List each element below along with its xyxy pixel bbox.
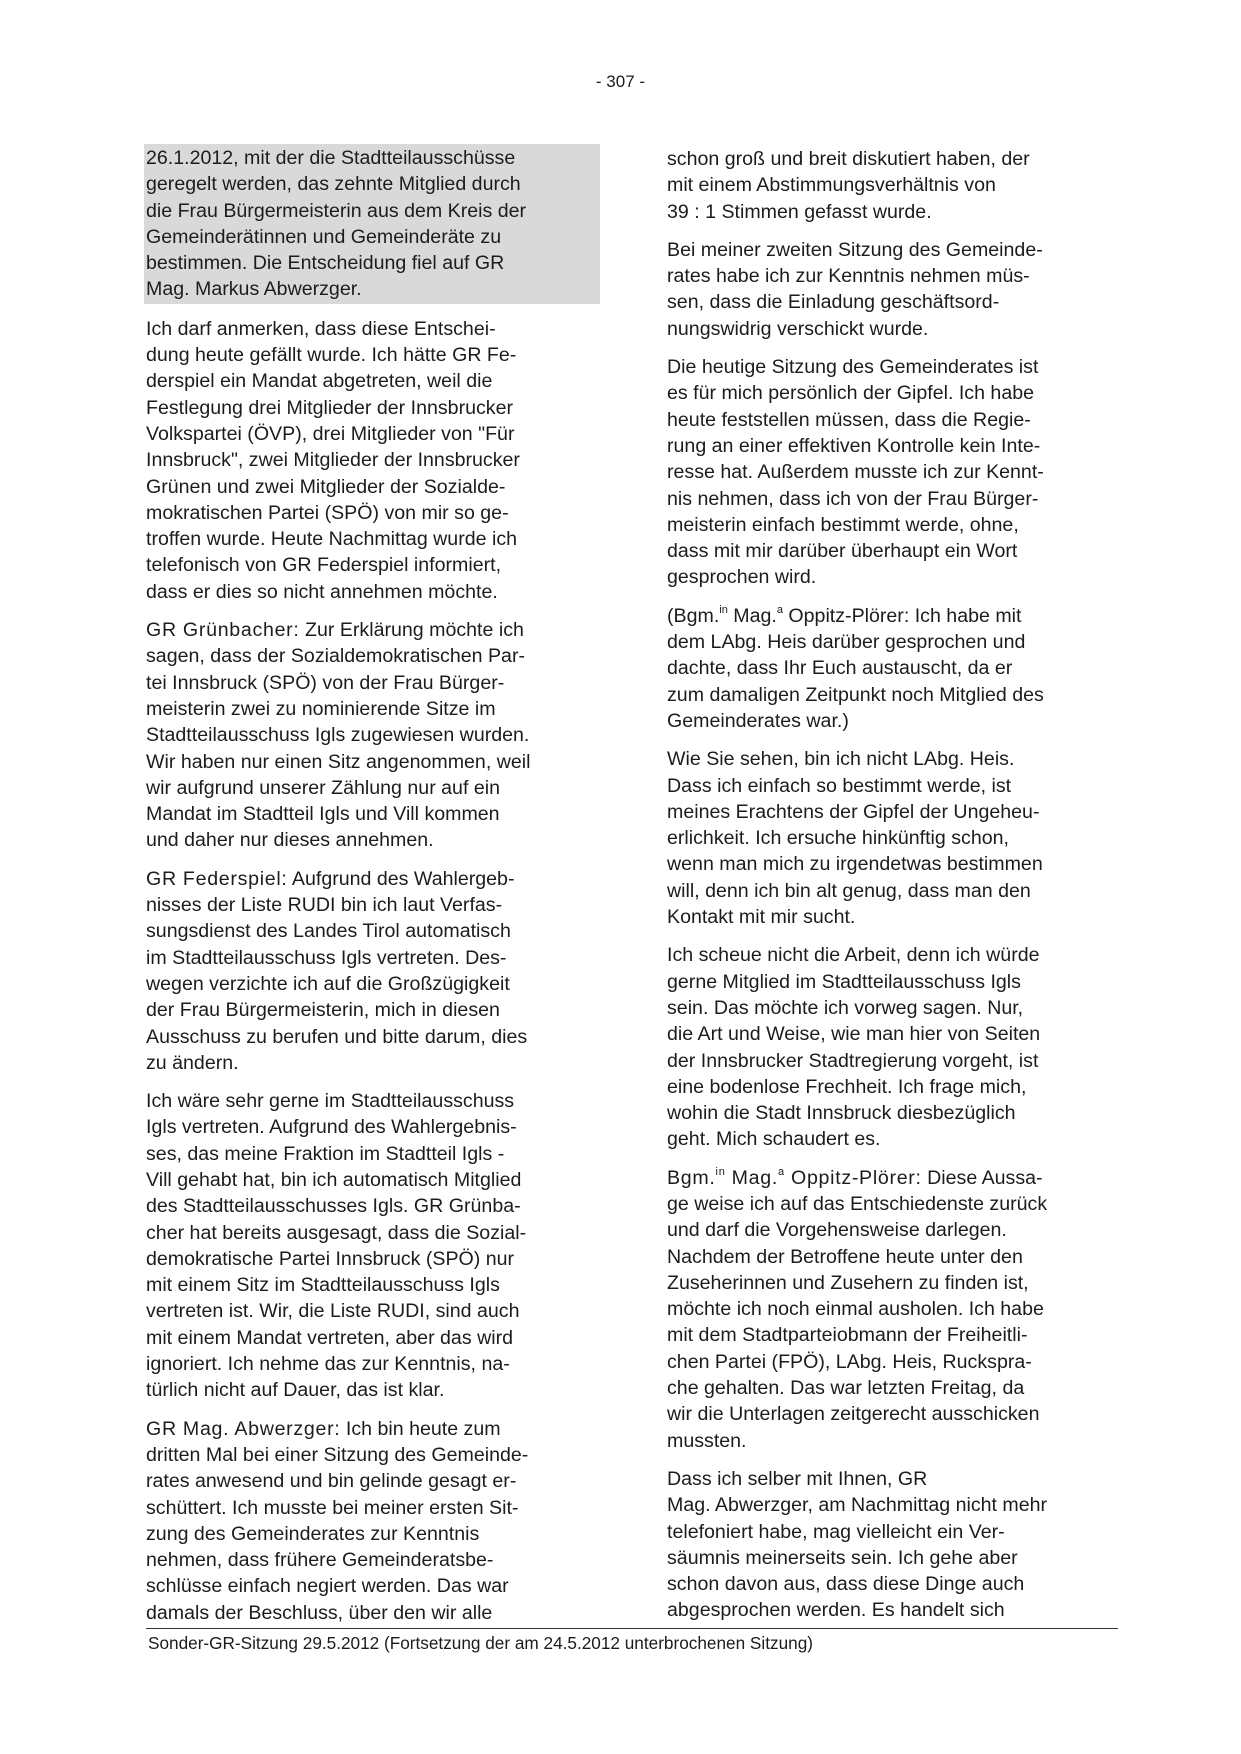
text-line: und daher nur dieses annehmen. xyxy=(146,829,434,852)
paragraph xyxy=(667,146,1129,225)
text-line: wegen verzichte ich auf die Großzügigkeit xyxy=(146,972,510,995)
text-line: telefoniert habe, mag vielleicht ein Ver- xyxy=(667,1520,1005,1543)
text-line: mokratischen Partei (SPÖ) von mir so ge- xyxy=(146,501,509,524)
speaker-name: GR Grünbacher: xyxy=(146,619,300,642)
text-line: Festlegung drei Mitglieder der Innsbrucker xyxy=(146,396,514,419)
paragraph xyxy=(667,237,1129,342)
text-line: Die heutige Sitzung des Gemeinderates ist xyxy=(667,356,1039,379)
text-line: die Art und Weise, wie man hier von Seiten xyxy=(667,1023,1041,1046)
text-line: Mag. Abwerzger, am Nachmittag nicht mehr xyxy=(667,1494,1048,1517)
text-line: Ich scheue nicht die Arbeit, denn ich würde xyxy=(667,944,1040,967)
text-line: dachte, dass Ihr Euch austauscht, da er xyxy=(667,657,1013,680)
text-line: GR Federspiel: Aufgrund des Wahlergeb- xyxy=(146,867,515,890)
text-line: zung des Gemeinderates zur Kenntnis xyxy=(146,1522,480,1545)
text-line: zu ändern. xyxy=(146,1051,239,1074)
text-line: cher hat bereits ausgesagt, dass die Sozial- xyxy=(146,1221,527,1244)
text-line: nisses der Liste RUDI bin ich laut Verfas- xyxy=(146,894,503,917)
text-line: zum damaligen Zeitpunkt noch Mitglied des xyxy=(667,683,1044,706)
interjection-paragraph xyxy=(667,603,1129,734)
footer-rule xyxy=(146,1628,1118,1629)
text-line: Zuseherinnen und Zusehern zu finden ist, xyxy=(667,1271,1029,1294)
text-line: resse hat. Außerdem musste ich zur Kennt- xyxy=(667,461,1044,484)
text-line: Bei meiner zweiten Sitzung des Gemeinde- xyxy=(667,238,1043,261)
text-line: im Stadtteilausschuss Igls vertreten. Des- xyxy=(146,946,507,969)
text-line: sungsdienst des Landes Tirol automatisch xyxy=(146,920,511,943)
text-line: und darf die Vorgehensweise darlegen. xyxy=(667,1219,1007,1242)
text-line: mit einem Mandat vertreten, aber das wird xyxy=(146,1326,514,1349)
text-line: telefonisch von GR Federspiel informiert, xyxy=(146,554,502,577)
paragraph xyxy=(146,1088,600,1404)
footer-text: Sonder-GR-Sitzung 29.5.2012 (Fortsetzung der am 24.5.2012 unterbrochenen Sitzung) xyxy=(148,1633,813,1653)
text-line: schon davon aus, dass diese Dinge auch xyxy=(667,1573,1025,1596)
text-line: schon groß und breit diskutiert haben, der xyxy=(667,148,1030,170)
speaker-paragraph xyxy=(146,1416,600,1626)
paragraph xyxy=(667,354,1129,591)
text-line: che gehalten. Das war letzten Freitag, da xyxy=(667,1377,1025,1400)
text-line: Kontakt mit mir sucht. xyxy=(667,906,856,929)
text-line: sen, dass die Einladung geschäftsord- xyxy=(667,291,1000,314)
text-line: Ausschuss zu berufen und bitte darum, dies xyxy=(146,1025,528,1048)
text-line: Mandat im Stadtteil Igls und Vill kommen xyxy=(146,803,500,826)
text-line: abgesprochen werden. Es handelt sich xyxy=(667,1599,1005,1622)
text-line: meisterin zwei zu nominierende Sitze im xyxy=(146,697,496,720)
text-line: mussten. xyxy=(667,1429,747,1452)
text-line: dritten Mal bei einer Sitzung des Gemeinde- xyxy=(146,1443,529,1466)
speaker-paragraph xyxy=(667,1165,1129,1454)
text-line: Bgm.$^{in}$ Mag.$^a$ Oppitz-Plörer: Diese Aussa- xyxy=(667,1165,1043,1189)
text-line: damals der Beschluss, über den wir alle xyxy=(146,1601,493,1624)
text-line: ses, das meine Fraktion im Stadtteil Igls - xyxy=(146,1142,505,1165)
text-line: meisterin einfach bestimmt werde, ohne, xyxy=(667,513,1019,536)
text-line: Dass ich selber mit Ihnen, GR xyxy=(667,1467,928,1490)
paragraph xyxy=(667,746,1129,930)
text-line: Mag. Markus Abwerzger. xyxy=(146,278,362,301)
text-line: mit einem Sitz im Stadtteilausschuss Igls xyxy=(146,1274,500,1297)
text-line: 26.1.2012, mit der die Stadtteilausschüsse xyxy=(146,147,516,169)
page-number: - 307 - xyxy=(595,72,646,91)
text-line: der Innsbrucker Stadtregierung vorgeht, ist xyxy=(667,1049,1039,1072)
text-line: türlich nicht auf Dauer, das ist klar. xyxy=(146,1379,445,1402)
text-line: troffen wurde. Heute Nachmittag wurde ich xyxy=(146,528,518,551)
text-line: Wie Sie sehen, bin ich nicht LAbg. Heis. xyxy=(667,748,1015,771)
text-line: derspiel ein Mandat abgetreten, weil die xyxy=(146,370,493,393)
text-line: rates habe ich zur Kenntnis nehmen müs- xyxy=(667,265,1030,288)
text-line: Ich darf anmerken, dass diese Entschei- xyxy=(146,317,496,340)
text-line: die Frau Bürgermeisterin aus dem Kreis der xyxy=(146,199,527,222)
paragraph xyxy=(667,942,1129,1152)
text-line: erlichkeit. Ich ersuche hinkünftig schon, xyxy=(667,827,1009,850)
text-line: dung heute gefällt wurde. Ich hätte GR Fe- xyxy=(146,344,517,367)
text-line: möchte ich noch einmal ausholen. Ich habe xyxy=(667,1298,1044,1321)
speaker-name: Bgm.$^{in}$ Mag.$^a$ Oppitz-Plörer: xyxy=(667,1165,922,1189)
text-line: heute feststellen müssen, dass die Regie- xyxy=(667,408,1031,431)
text-line: chen Partei (FPÖ), LAbg. Heis, Ruckspra- xyxy=(667,1350,1032,1373)
text-line: sagen, dass der Sozialdemokratischen Par- xyxy=(146,645,526,668)
text-line: sein. Das möchte ich vorweg sagen. Nur, xyxy=(667,996,1024,1019)
right-column xyxy=(667,146,1129,1636)
highlighted-paragraph xyxy=(144,144,600,304)
text-line: Vill gehabt hat, bin ich automatisch Mitglied xyxy=(146,1168,522,1191)
text-line: wir aufgrund unserer Zählung nur auf ein xyxy=(146,776,500,799)
text-line: säumnis meinerseits sein. Ich gehe aber xyxy=(667,1546,1018,1569)
text-line: geht. Mich schaudert es. xyxy=(667,1128,881,1151)
text-line: schlüsse einfach negiert werden. Das war xyxy=(146,1575,509,1598)
text-line: nehmen, dass frühere Gemeinderatsbe- xyxy=(146,1549,494,1572)
paragraph xyxy=(146,316,600,605)
text-line: mit dem Stadtparteiobmann der Freiheitli- xyxy=(667,1324,1028,1347)
speaker-name: GR Mag. Abwerzger: xyxy=(146,1417,341,1440)
text-line: Dass ich einfach so bestimmt werde, ist xyxy=(667,774,1012,797)
paragraph xyxy=(667,1466,1129,1624)
text-line: Gemeinderätinnen und Gemeinderäte zu xyxy=(146,225,502,248)
text-line: GR Grünbacher: Zur Erklärung möchte ich xyxy=(146,619,524,642)
text-line: GR Mag. Abwerzger: Ich bin heute zum xyxy=(146,1417,501,1440)
text-line: will, denn ich bin alt genug, dass man den xyxy=(667,879,1031,902)
speaker-paragraph xyxy=(146,617,600,854)
text-line: eine bodenlose Frechheit. Ich frage mich, xyxy=(667,1075,1027,1098)
text-line: schüttert. Ich musste bei meiner ersten Sit- xyxy=(146,1496,519,1519)
text-line: dass er dies so nicht annehmen möchte. xyxy=(146,580,498,603)
text-line: ignoriert. Ich nehme das zur Kenntnis, na- xyxy=(146,1353,510,1376)
text-line: geregelt werden, das zehnte Mitglied durch xyxy=(146,173,521,196)
text-line: gesprochen wird. xyxy=(667,566,817,589)
text-line: wohin die Stadt Innsbruck diesbezüglich xyxy=(667,1102,1016,1125)
text-line: Wir haben nur einen Sitz angenommen, weil xyxy=(146,750,531,773)
text-line: 39 : 1 Stimmen gefasst wurde. xyxy=(667,200,932,223)
text-line: rates anwesend und bin gelinde gesagt er- xyxy=(146,1470,517,1493)
text-line: Grünen und zwei Mitglieder der Sozialde- xyxy=(146,475,506,498)
text-line: Volkspartei (ÖVP), drei Mitglieder von "Für xyxy=(146,422,515,445)
speaker-paragraph xyxy=(146,866,600,1076)
text-line: tei Innsbruck (SPÖ) von der Frau Bürger- xyxy=(146,671,505,694)
text-line: Igls vertreten. Aufgrund des Wahlergebnis- xyxy=(146,1116,517,1139)
text-line: mit einem Abstimmungsverhältnis von xyxy=(667,174,996,197)
text-line: es für mich persönlich der Gipfel. Ich habe xyxy=(667,382,1035,405)
text-line: Nachdem der Betroffene heute unter den xyxy=(667,1245,1023,1268)
text-line: rung an einer effektiven Kontrolle kein Inte- xyxy=(667,434,1041,457)
text-line: Ich wäre sehr gerne im Stadtteilausschuss xyxy=(146,1090,515,1113)
text-line: nis nehmen, dass ich von der Frau Bürger- xyxy=(667,487,1039,510)
text-line: Stadtteilausschuss Igls zugewiesen wurden. xyxy=(146,724,530,747)
text-line: wir die Unterlagen zeitgerecht ausschicken xyxy=(667,1403,1040,1426)
left-column xyxy=(146,146,600,1638)
text-line: dass mit mir darüber überhaupt ein Wort xyxy=(667,540,1018,563)
text-line: (Bgm.$^{in}$ Mag.$^a$ Oppitz-Plörer: Ich habe mit xyxy=(667,603,1022,627)
text-line: bestimmen. Die Entscheidung fiel auf GR xyxy=(146,252,505,275)
text-line: meines Erachtens der Gipfel der Ungeheu- xyxy=(667,800,1040,823)
text-line: ge weise ich auf das Entschiedenste zurück xyxy=(667,1192,1048,1215)
text-line: Gemeinderates war.) xyxy=(667,709,849,732)
text-line: demokratische Partei Innsbruck (SPÖ) nur xyxy=(146,1247,515,1270)
text-line: vertreten ist. Wir, die Liste RUDI, sind auch xyxy=(146,1300,520,1323)
text-line: Innsbruck", zwei Mitglieder der Innsbrucker xyxy=(146,449,520,472)
text-line: wenn man mich zu irgendetwas bestimmen xyxy=(667,853,1043,876)
speaker-name: GR Federspiel: xyxy=(146,867,288,890)
text-line: nungswidrig verschickt wurde. xyxy=(667,317,929,340)
text-line: der Frau Bürgermeisterin, mich in diesen xyxy=(146,999,500,1022)
text-line: dem LAbg. Heis darüber gesprochen und xyxy=(667,631,1026,654)
text-line: gerne Mitglied im Stadtteilausschuss Igls xyxy=(667,970,1021,993)
text-line: des Stadtteilausschusses Igls. GR Grünba- xyxy=(146,1195,521,1218)
